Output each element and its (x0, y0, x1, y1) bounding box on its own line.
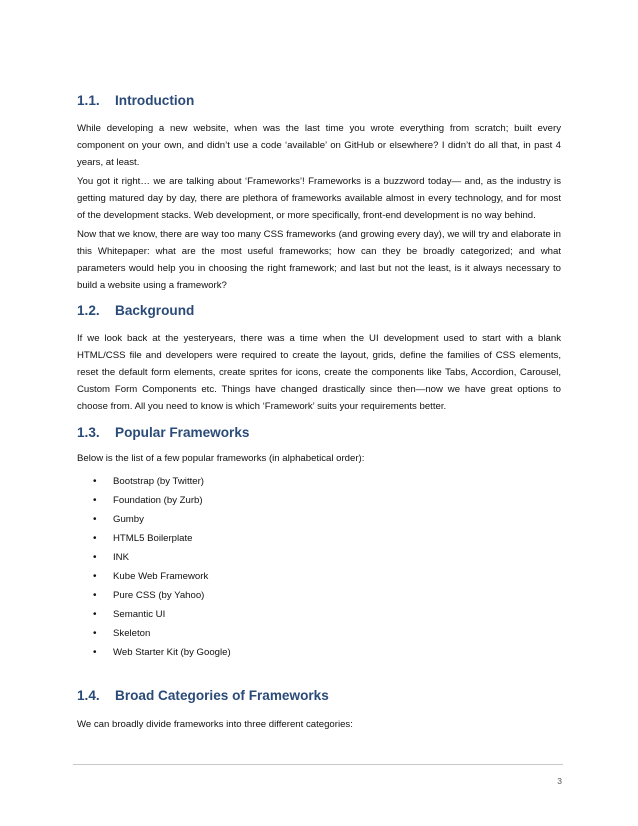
footer-rule (73, 764, 563, 765)
background-paragraph: If we look back at the yesteryears, there was a time when the UI development used to start with a blank HTML/CSS file and developers were required to create the layout, grids, define the families of CSS elements, reset the default form elements, create sprites for icons, create the components like Tabs, Accordion, Carousel, Custom Form Components etc. Things have changed drastically since then—now we have great options to choose from. All you need to know is which ‘Framework’ suits your requirements better. (77, 333, 561, 412)
bullet-icon: • (93, 514, 97, 525)
section-number: 1.3. (77, 425, 100, 440)
section-heading-popular-frameworks (77, 425, 561, 441)
page-number: 3 (557, 776, 562, 786)
bullet-icon: • (93, 533, 97, 544)
list-item: • Bootstrap (by Twitter) (77, 472, 561, 491)
list-item: • Skeleton (77, 624, 561, 643)
section-title: Background (115, 303, 195, 318)
bullet-icon: • (93, 590, 97, 601)
bullet-icon: • (93, 571, 97, 582)
section-number: 1.1. (77, 93, 100, 108)
list-item: • Kube Web Framework (77, 567, 561, 586)
section-title: Popular Frameworks (115, 425, 250, 440)
bullet-icon: • (93, 628, 97, 639)
list-item: • Foundation (by Zurb) (77, 491, 561, 510)
section-heading-introduction (77, 93, 561, 109)
section-title: Introduction (115, 93, 195, 108)
page-content (77, 93, 561, 733)
categories-intro: We can broadly divide frameworks into three different categories: (77, 719, 353, 730)
bullet-icon: • (93, 609, 97, 620)
list-item: • Semantic UI (77, 605, 561, 624)
bullet-icon: • (93, 552, 97, 563)
intro-paragraph-3: Now that we know, there are way too many CSS frameworks (and growing every day), we will try and elaborate in this Whitepaper: what are the most useful frameworks; how can they be broadly categorized; and what parameters would help you in choosing the right framework; and last but not the least, is it always necessary to build a website using a framework? (77, 229, 561, 291)
list-item: • Pure CSS (by Yahoo) (77, 586, 561, 605)
intro-paragraph-1: While developing a new website, when was the last time you wrote everything from scratch; built every component on your own, and didn’t use a code ‘available’ on GitHub or elsewhere? I didn’t do all that, in past 4 years, at least. (77, 123, 561, 168)
frameworks-list (77, 472, 561, 662)
section-title: Broad Categories of Frameworks (115, 688, 329, 703)
bullet-icon: • (93, 647, 97, 658)
list-item: • Gumby (77, 510, 561, 529)
section-heading-broad-categories (77, 688, 561, 704)
frameworks-intro: Below is the list of a few popular frameworks (in alphabetical order): (77, 453, 365, 464)
list-item: • Web Starter Kit (by Google) (77, 643, 561, 662)
list-item: • INK (77, 548, 561, 567)
list-item: • HTML5 Boilerplate (77, 529, 561, 548)
section-number: 1.2. (77, 303, 100, 318)
intro-paragraph-2: You got it right… we are talking about ‘Frameworks’! Frameworks is a buzzword today— and, as the industry is getting matured day by day, there are plethora of frameworks available almost in every technology, and for most of the development stacks. Web development, or more specifically, front-end development is no way behind. (77, 176, 561, 221)
bullet-icon: • (93, 495, 97, 506)
bullet-icon: • (93, 476, 97, 487)
section-heading-background (77, 303, 561, 319)
section-number: 1.4. (77, 688, 100, 703)
